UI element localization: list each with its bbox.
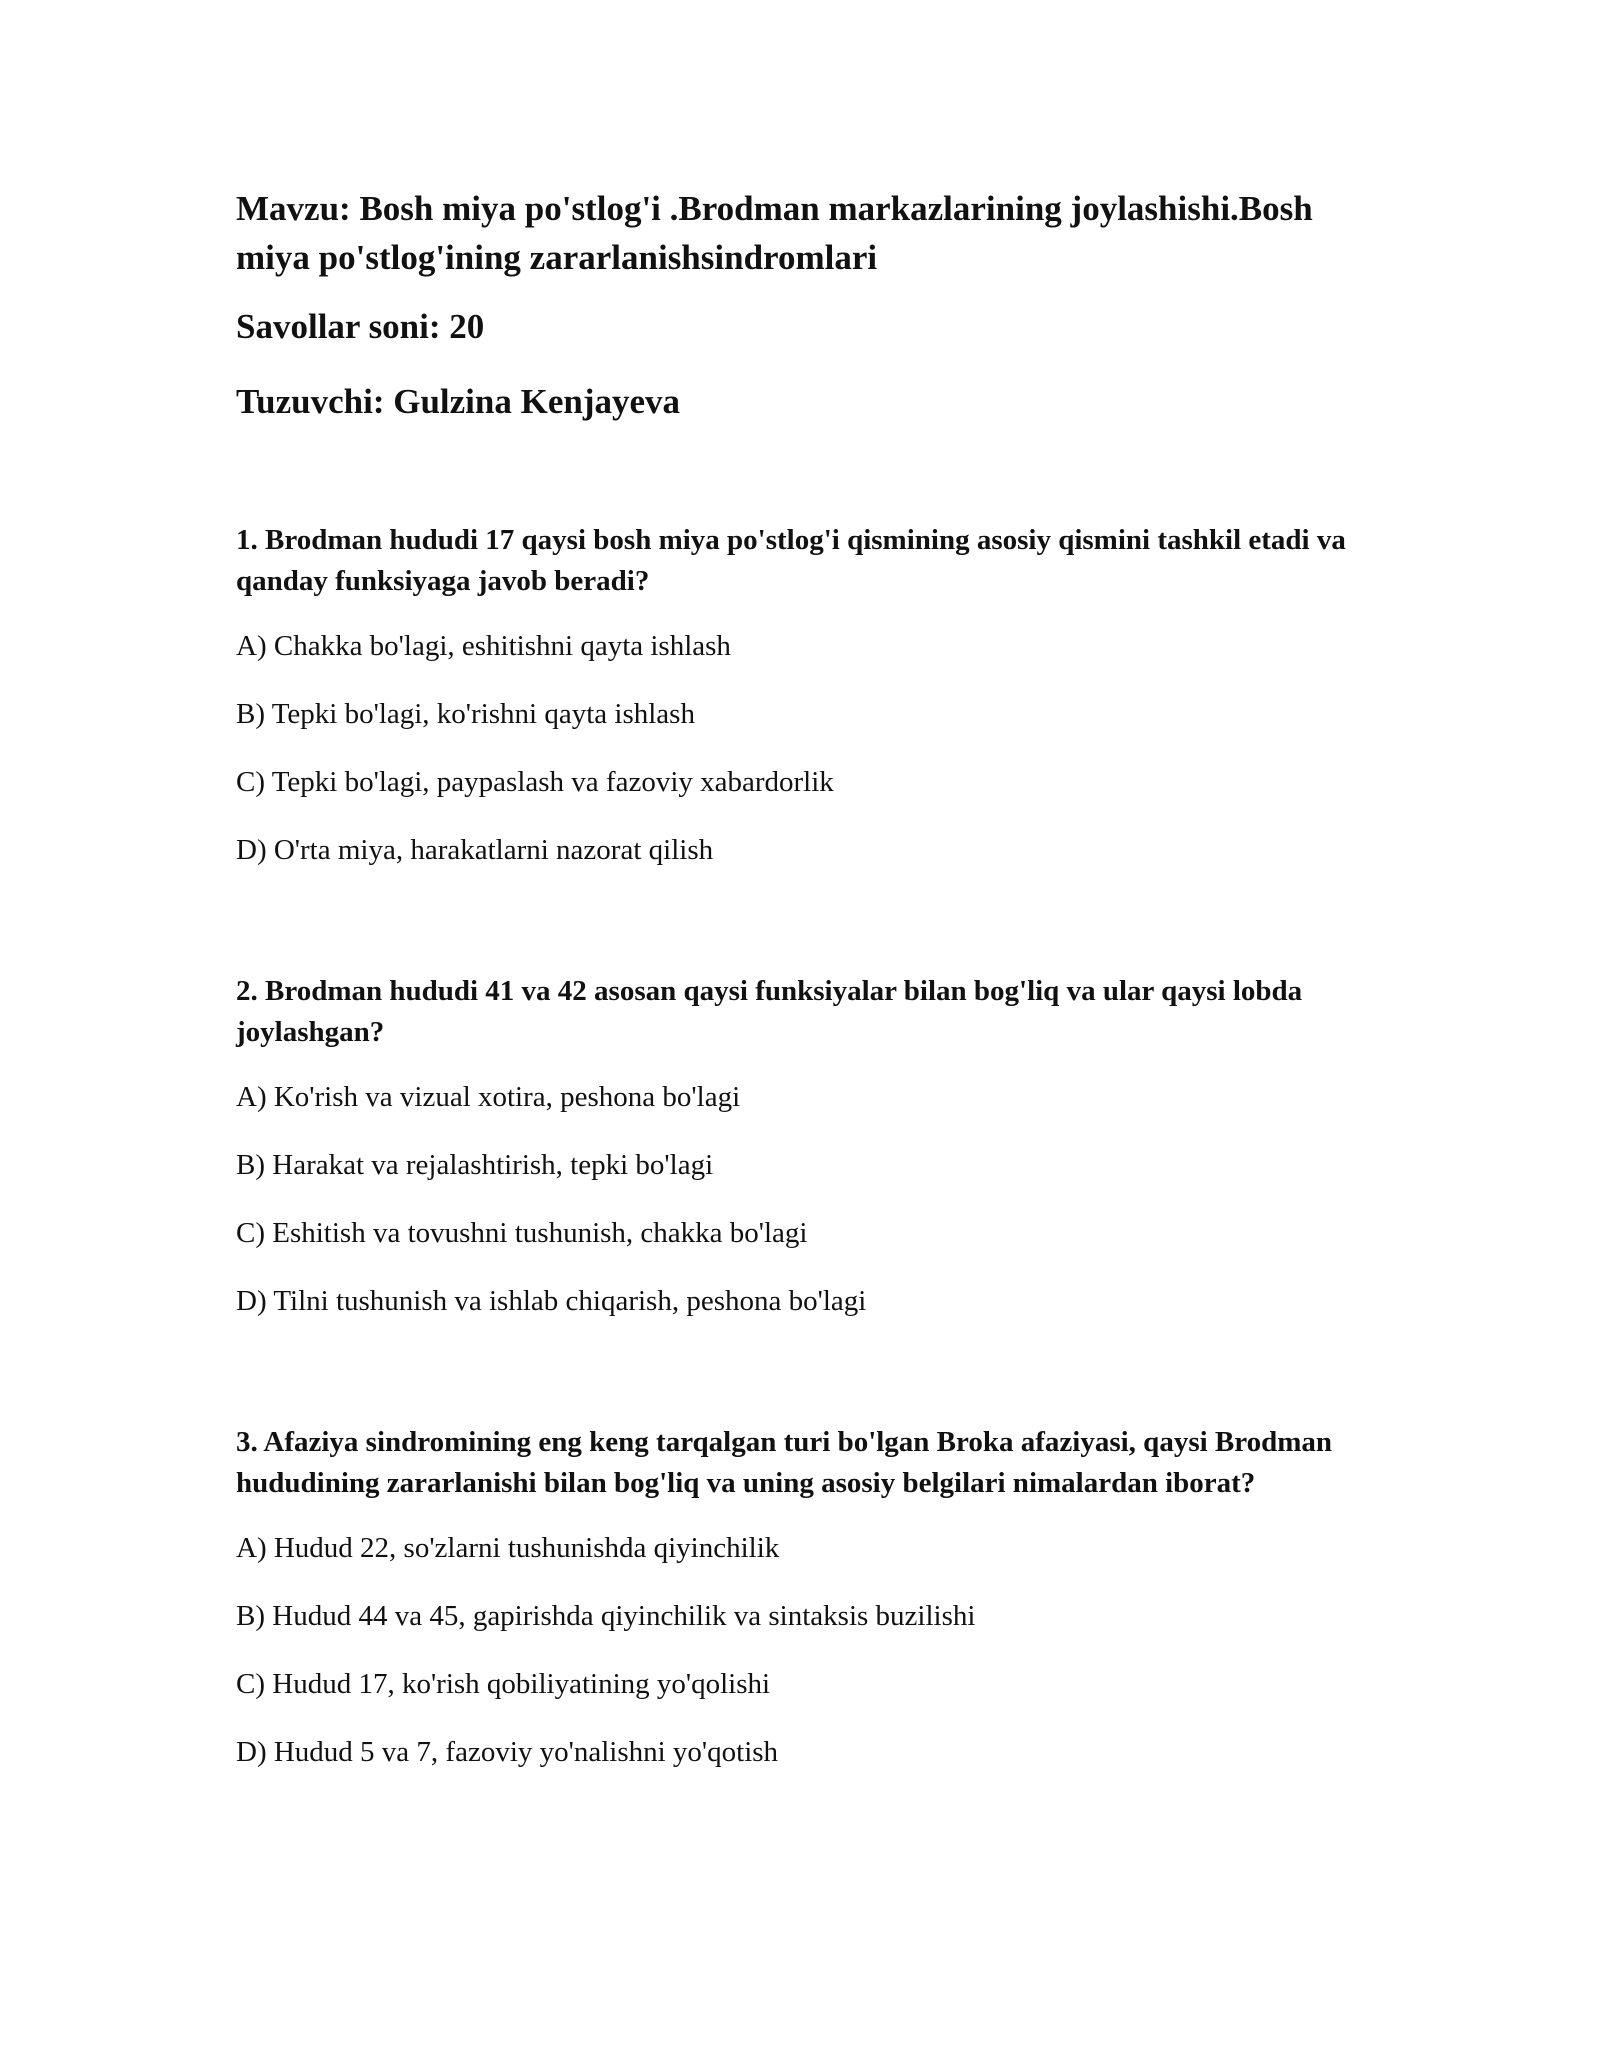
option-d: D) Tilni tushunish va ishlab chiqarish, peshona bo'lagi [236, 1285, 867, 1317]
question-1 [236, 520, 1386, 871]
question-text: 2. Brodman hududi 41 va 42 asosan qaysi funksiyalar bilan bog'liq va ular qaysi lobda joylashgan? [236, 975, 1303, 1048]
option-c: C) Tepki bo'lagi, paypaslash va fazoviy xabardorlik [236, 766, 834, 798]
question-text: 1. Brodman hududi 17 qaysi bosh miya po'stlog'i qismining asosiy qismini tashkil etadi va qanday funksiyaga javob beradi? [236, 524, 1346, 597]
option-a: A) Chakka bo'lagi, eshitishni qayta ishlash [236, 630, 731, 662]
question-2 [236, 971, 1386, 1322]
option-c: C) Hudud 17, ko'rish qobiliyatining yo'qolishi [236, 1668, 771, 1700]
option-b: B) Tepki bo'lagi, ko'rishni qayta ishlash [236, 698, 695, 730]
option-c: C) Eshitish va tovushni tushunish, chakka bo'lagi [236, 1217, 808, 1249]
option-a: A) Ko'rish va vizual xotira, peshona bo'lagi [236, 1081, 741, 1113]
topic-title: Mavzu: Bosh miya po'stlog'i .Brodman markazlarining joylashishi.Bosh miya po'stlog'ining zararlanishsindromlari [236, 189, 1313, 277]
option-b: B) Harakat va rejalashtirish, tepki bo'lagi [236, 1149, 714, 1181]
option-d: D) Hudud 5 va 7, fazoviy yo'nalishni yo'qotish [236, 1736, 779, 1768]
document-page [236, 184, 1386, 1773]
author-line: Tuzuvchi: Gulzina Kenjayeva [236, 382, 681, 421]
option-d: D) O'rta miya, harakatlarni nazorat qilish [236, 834, 714, 866]
question-3 [236, 1422, 1386, 1773]
question-text: 3. Afaziya sindromining eng keng tarqalgan turi bo'lgan Broka afaziyasi, qaysi Brodman hududining zararlanishi bilan bog'liq va uning asosiy belgilari nimalardan iborat? [236, 1426, 1333, 1499]
question-count: Savollar soni: 20 [236, 307, 485, 346]
option-a: A) Hudud 22, so'zlarni tushunishda qiyinchilik [236, 1532, 780, 1564]
option-b: B) Hudud 44 va 45, gapirishda qiyinchilik va sintaksis buzilishi [236, 1600, 976, 1632]
